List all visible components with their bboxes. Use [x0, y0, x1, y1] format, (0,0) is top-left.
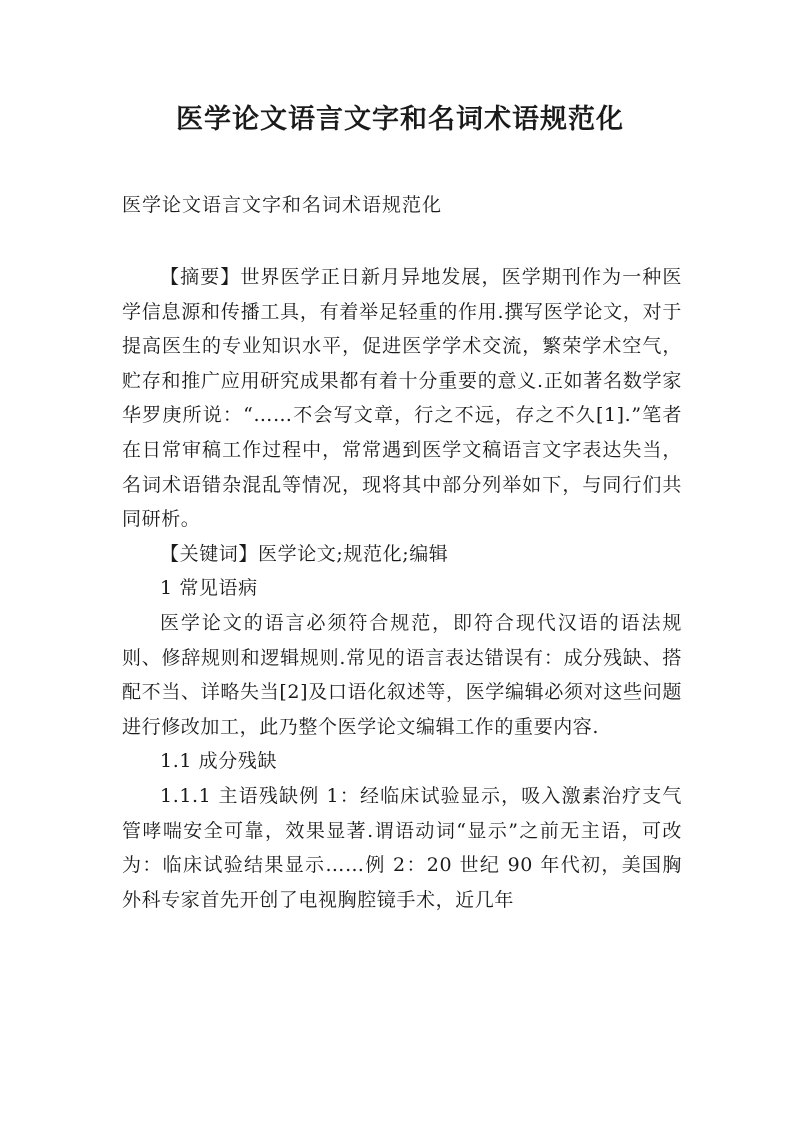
document-title: 医学论文语言文字和名词术语规范化 [176, 104, 624, 135]
document-body [122, 260, 682, 917]
abstract-paragraph: 【摘要】世界医学正日新月异地发展，医学期刊作为一种医学信息源和传播工具，有着举足轻重的作用.撰写医学论文，对于提高医生的专业知识水平，促进医学学术交流，繁荣学术空气，贮存和推广应用研究成果都有着十分重要的意义.正如著名数学家华罗庚所说：“……不会写文章，行之不远，存之不久[1].”笔者在日常审稿工作过程中，常常遇到医学文稿语言文字表达失当，名词术语错杂混乱等情况，现将其中部分列举如下，与同行们共同研析。 [122, 266, 682, 531]
body-paragraph: 医学论文的语言必须符合规范，即符合现代汉语的语法规则、修辞规则和逻辑规则.常见的语言表达错误有：成分残缺、搭配不当、详略失当[2]及口语化叙述等，医学编辑必须对这些问题进行修改加工，此乃整个医学论文编辑工作的重要内容. [122, 611, 682, 738]
keywords-paragraph: 【关键词】医学论文;规范化;编辑 [160, 542, 449, 565]
body-paragraph: 1.1.1 主语残缺例 1：经临床试验显示，吸入激素治疗支气管哮喘安全可靠，效果显著.谓语动词“显示”之前无主语，可改为：临床试验结果显示……例 2：20 世纪 90 年代初，美国胸外科专家首先开创了电视胸腔镜手术，近几年 [122, 784, 682, 911]
section-heading: 1 常见语病 [160, 577, 258, 600]
document-subtitle: 医学论文语言文字和名词术语规范化 [122, 194, 443, 216]
subsection-heading: 1.1 成分残缺 [160, 750, 278, 773]
